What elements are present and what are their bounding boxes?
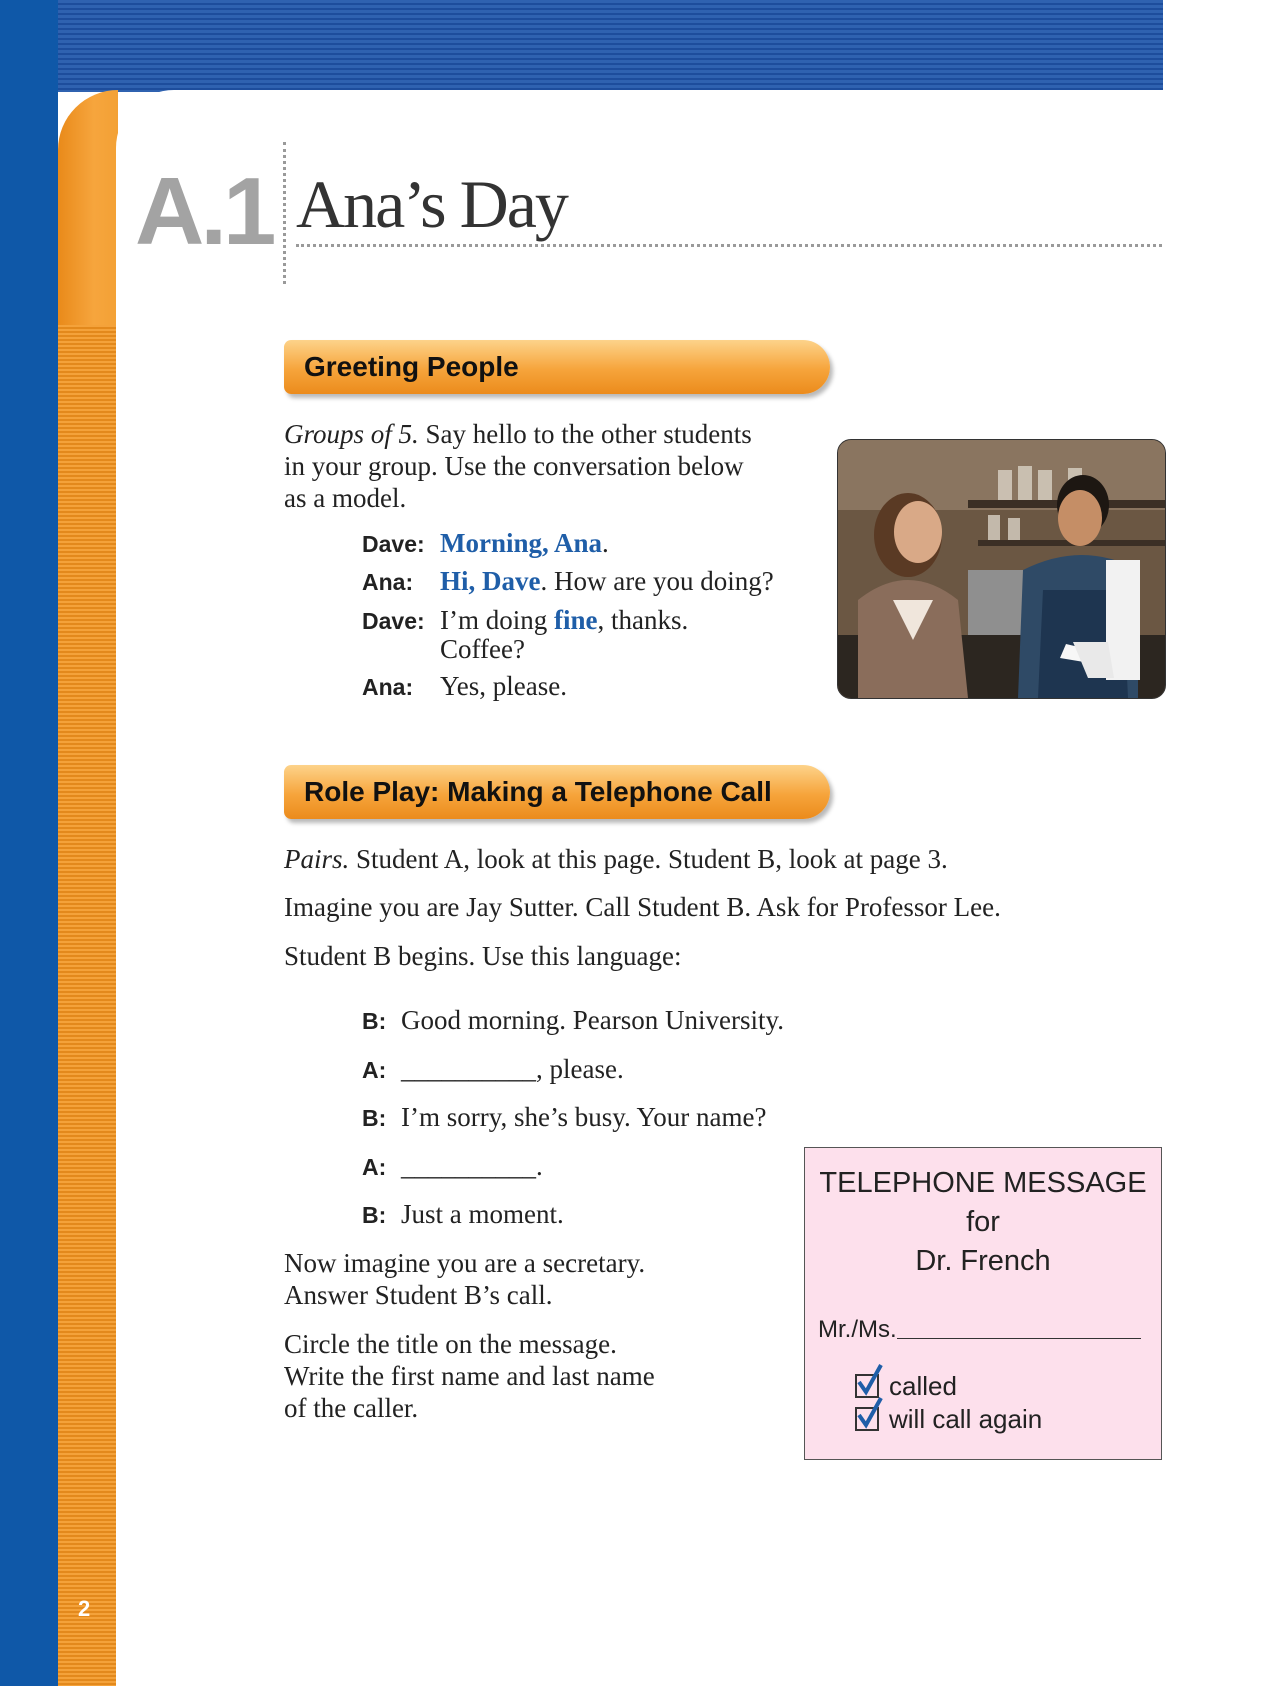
intro-text-1: Say hello to the other students [418,419,752,449]
circle-line: Write the first name and last name [284,1361,655,1391]
intro-text-2: in your group. Use the conversation below [284,451,744,481]
dialogue-continuation: Coffee? [440,634,525,664]
top-blue-band [0,0,1163,92]
greeting-heading: Greeting People [284,340,830,394]
intro-text-3: as a model. [284,483,407,513]
roleplay-pairs [284,843,948,875]
dialogue-line [362,606,688,663]
check-label: called [889,1371,957,1401]
roleplay-line [362,1055,624,1084]
roleplay-text: Good morning. Pearson University. [401,1005,784,1035]
section-number: A.1 [135,158,273,265]
coffee-shop-photo [837,439,1166,699]
circle-instruction [284,1328,655,1424]
speaker-label: Ana: [362,569,414,595]
roleplay-text: __________, please. [401,1054,624,1084]
dialogue-text: . [602,528,609,558]
speaker-label: B: [362,1202,387,1228]
orange-striped-band [58,325,118,1686]
roleplay-text: __________. [401,1151,543,1181]
roleplay-line [362,1006,784,1035]
message-recipient: Dr. French [915,1245,1051,1277]
check-label: will call again [889,1404,1043,1434]
checkbox-icon[interactable] [855,1407,879,1431]
message-title: TELEPHONE MESSAGE [819,1167,1147,1199]
roleplay-line [362,1103,766,1132]
page-number: 2 [78,1596,91,1621]
secretary-line: Answer Student B’s call. [284,1280,553,1310]
roleplay-line [362,1152,543,1181]
dialogue-highlight: fine [554,605,598,635]
circle-line: Circle the title on the message. [284,1329,617,1359]
vertical-dotted-rule [283,142,286,284]
dialogue-line [362,672,567,701]
caller-name-label: Mr./Ms. [818,1316,897,1343]
speaker-label: B: [362,1008,387,1034]
photo-illustration [838,440,1165,698]
dialogue-text: I’m doing [440,605,554,635]
speaker-label: Dave: [362,531,425,557]
message-for: for [966,1206,1000,1238]
roleplay-heading: Role Play: Making a Telephone Call [284,765,830,819]
check-will-call-again[interactable] [855,1404,1042,1435]
checkmark-icon [855,1395,885,1429]
greeting-intro [284,418,752,514]
page-title: Ana’s Day [296,166,567,242]
dialogue-highlight: Morning, Ana [440,528,603,558]
roleplay-text: I’m sorry, she’s busy. Your name? [401,1102,767,1132]
roleplay-line [362,1200,564,1229]
dialogue-text: . How are you doing? [540,566,774,596]
horizontal-dotted-rule [296,244,1162,247]
circle-line: of the caller. [284,1393,419,1423]
telephone-message-form [804,1147,1162,1460]
pairs-italic: Pairs. [284,844,350,874]
dialogue-text: Yes, please. [440,671,567,701]
roleplay-text: Just a moment. [401,1199,564,1229]
secretary-instruction [284,1247,645,1311]
speaker-label: B: [362,1105,387,1131]
speaker-label: A: [362,1154,387,1180]
roleplay-instruction: Imagine you are Jay Sutter. Call Student B. Ask for Professor Lee. [284,892,1001,922]
caller-name-blank[interactable] [897,1338,1141,1339]
secretary-line: Now imagine you are a secretary. [284,1248,646,1278]
speaker-label: Ana: [362,674,414,700]
message-header [805,1164,1161,1281]
speaker-label: Dave: [362,608,425,634]
dialogue-text: , thanks. [597,605,689,635]
intro-italic: Groups of 5. [284,419,419,449]
dialogue-highlight: Hi, Dave [440,566,541,596]
dialogue-line [362,567,774,596]
pairs-text: Student A, look at this page. Student B, look at page 3. [349,844,948,874]
dialogue-line [362,529,609,558]
left-blue-band [0,0,58,1686]
roleplay-instruction: Student B begins. Use this language: [284,941,682,971]
speaker-label: A: [362,1057,387,1083]
checkmark-icon [855,1362,885,1396]
caller-name-line [818,1316,1141,1344]
